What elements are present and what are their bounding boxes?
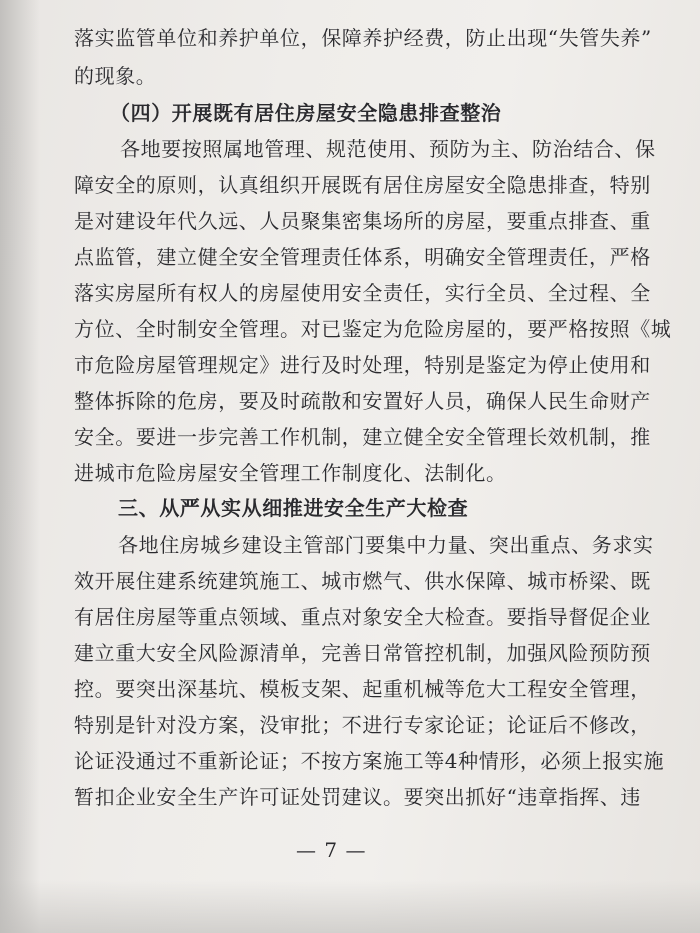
section-heading: 三、从严从实从细推进安全生产大检查	[118, 496, 469, 520]
text-line: 暂扣企业安全生产许可证处罚建议。要突出抓好“违章指挥、违	[74, 785, 642, 809]
text-line: 各地要按照属地管理、规范使用、预防为主、防治结合、保	[120, 137, 656, 161]
text-line: 点监管，建立健全安全管理责任体系，明确安全管理责任，严格	[74, 245, 651, 269]
text-line: 进城市危险房屋安全管理工作制度化、法制化。	[74, 461, 507, 485]
text-line: 控。要突出深基坑、模板支架、起重机械等危大工程安全管理，	[74, 677, 651, 701]
text-line: 的现象。	[74, 64, 157, 88]
page-number: — 7 —	[296, 838, 367, 862]
page-fold-shadow	[0, 0, 40, 933]
text-line: 是对建设年代久远、人员聚集密集场所的房屋，要重点排查、重	[74, 209, 651, 233]
text-line: 方位、全时制安全管理。对已鉴定为危险房屋的，要严格按照《城	[74, 317, 672, 341]
text-line: 各地住房城乡建设主管部门要集中力量、突出重点、务求实	[118, 533, 654, 557]
text-line: 障安全的原则，认真组织开展既有居住房屋安全隐患排查，特别	[74, 173, 651, 197]
text-line: 整体拆除的危房，要及时疏散和安置好人员，确保人民生命财产	[74, 389, 651, 413]
text-line: 市危险房屋管理规定》进行及时处理，特别是鉴定为停止使用和	[74, 353, 651, 377]
text-line: 安全。要进一步完善工作机制，建立健全安全管理长效机制，推	[74, 425, 651, 449]
text-line: 论证没通过不重新论证；不按方案施工等4种情形，必须上报实施	[74, 749, 665, 773]
text-line: 效开展住建系统建筑施工、城市燃气、供水保障、城市桥梁、既	[74, 569, 651, 593]
page-bottom-shadow	[0, 880, 700, 933]
text-line: 有居住房屋等重点领域、重点对象安全大检查。要指导督促企业	[74, 605, 651, 629]
section-subheading: （四）开展既有居住房屋安全隐患排查整治	[110, 101, 502, 125]
text-line: 建立重大安全风险源清单，完善日常管控机制，加强风险预防预	[74, 641, 651, 665]
text-line: 特别是针对没方案，没审批；不进行专家论证；论证后不修改，	[74, 713, 651, 737]
text-line: 落实监管单位和养护单位，保障养护经费，防止出现“失管失养”	[74, 26, 652, 50]
text-line: 落实房屋所有权人的房屋使用安全责任，实行全员、全过程、全	[74, 281, 651, 305]
